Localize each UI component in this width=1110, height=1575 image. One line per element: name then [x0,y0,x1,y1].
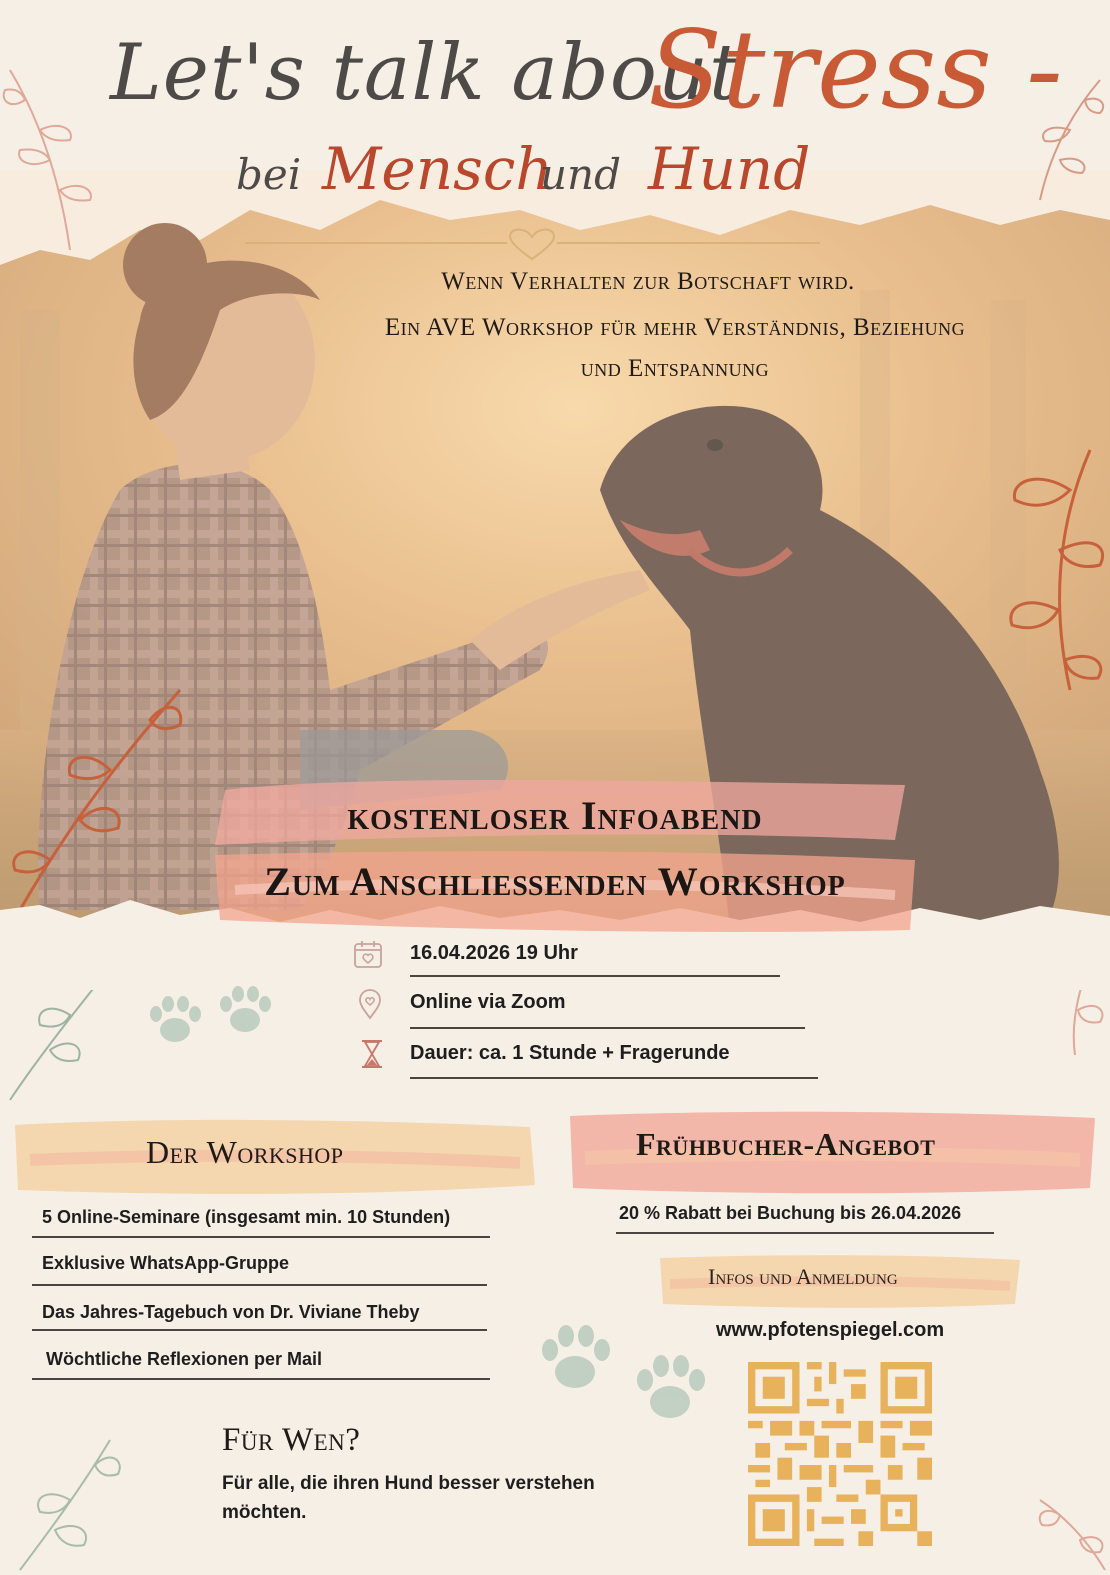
workshop-item: 5 Online-Seminare (insgesamt min. 10 Stunden) [42,1207,451,1227]
audience-title: Für Wen? [222,1422,361,1458]
divider [616,1232,994,1234]
banner-line1: kostenloser Infoabend [347,793,763,838]
leaf-branch-decoration [1030,1490,1110,1575]
divider [410,1077,818,1079]
title-mensch: Mensch [322,135,553,203]
qr-code[interactable] [748,1362,932,1546]
event-location: Online via Zoom [410,991,566,1013]
workshop-item: Wöchtliche Reflexionen per Mail [46,1349,323,1369]
calendar-icon [352,938,384,970]
title-hund: Hund [648,135,811,203]
hourglass-icon [356,1038,388,1070]
title-und: und [540,150,621,199]
title-stress: Stress - [648,8,1063,133]
location-pin-icon [354,988,386,1020]
divider [32,1284,487,1286]
divider [410,975,780,977]
banner-line2: Zum Anschließenden Workshop [264,859,846,904]
offer-text: 20 % Rabatt bei Buchung bis 26.04.2026 [619,1203,962,1223]
title-bei: bei [236,150,302,199]
subtitle-line2: Ein AVE Workshop für mehr Verständnis, Beziehung [384,314,966,341]
workshop-item: Exklusive WhatsApp-Gruppe [42,1253,290,1273]
event-date: 16.04.2026 19 Uhr [410,942,578,964]
leaf-branch-decoration [960,440,1110,700]
subtitle-line1: Wenn Verhalten zur Botschaft wird. [441,268,855,295]
audience-line1: Für alle, die ihren Hund besser verstehen [222,1473,595,1494]
workshop-item: Das Jahres-Tagebuch von Dr. Viviane Theby [42,1302,420,1322]
paw-icon [140,978,280,1058]
divider [32,1378,490,1380]
audience-line2: möchten. [222,1502,307,1523]
divider [32,1236,490,1238]
website-link[interactable]: www.pfotenspiegel.com [716,1319,945,1341]
subtitle-line3: und Entspannung [580,355,770,382]
divider [410,1027,805,1029]
signup-title: Infos und Anmeldung [708,1264,898,1289]
offer-title: Frühbucher-Angebot [636,1126,936,1162]
paw-icon [530,1310,720,1440]
divider [32,1329,487,1331]
event-duration: Dauer: ca. 1 Stunde + Fragerunde [410,1042,730,1064]
leaf-branch-decoration [0,1430,180,1575]
title-line1: Let's talk about [110,28,742,118]
leaf-branch-decoration [0,60,110,260]
heart-divider-icon [245,225,820,265]
workshop-title: Der Workshop [146,1134,344,1170]
